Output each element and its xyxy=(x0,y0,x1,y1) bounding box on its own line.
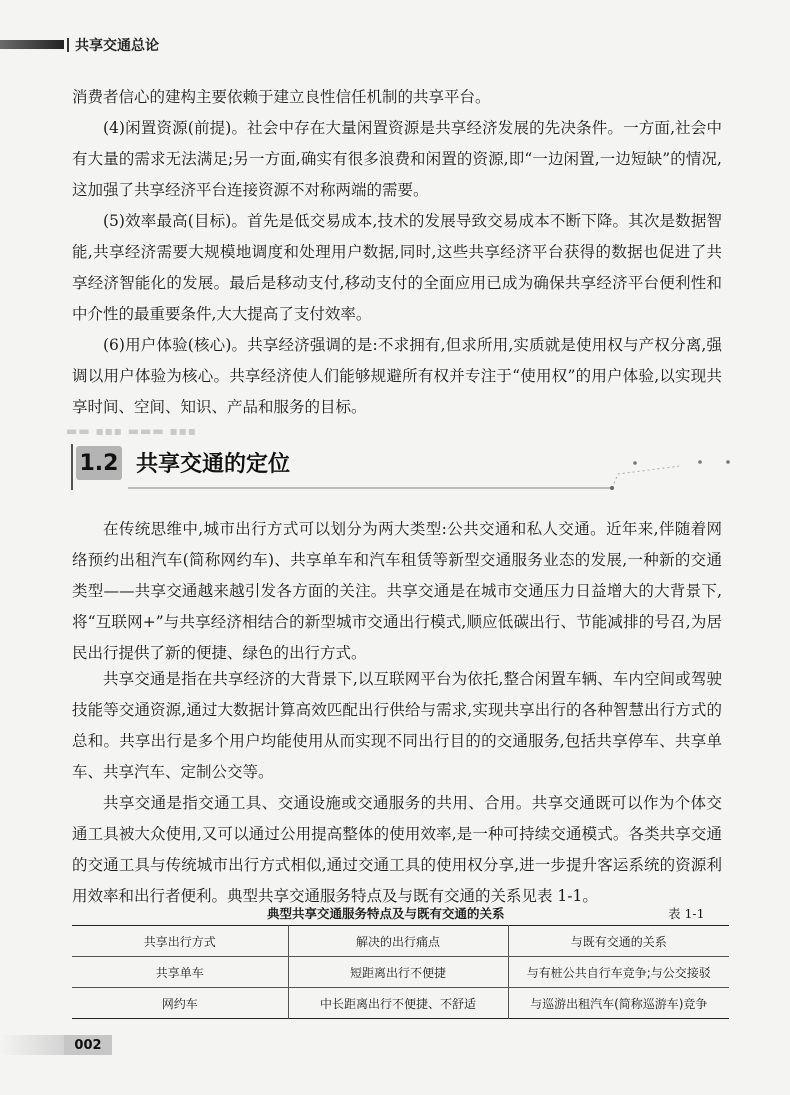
section-ghost-text: ▬▬ ▪▪▪ ▬▬▬ ▪▪▪ xyxy=(66,424,197,438)
paragraph-definition: 共享交通是指在共享经济的大背景下,以互联网平台为依托,整合闲置车辆、车内空间或驾驶技能等交通资源,通过大数据计算高效匹配出行供给与需求,实现共享出行的各种智慧出行方式的总和。共享出行是多个用户均能使用从而实现不同出行目的的交通服务,包括共享停车、共享单车、共享汽车、定制公交等。 xyxy=(72,670,722,781)
table-cell: 短距离出行不便捷 xyxy=(288,957,508,988)
table-title: 典型共享交通服务特点及与既有交通的关系 xyxy=(267,906,505,921)
header-separator xyxy=(67,38,69,52)
paragraph-shared-use: 共享交通是指交通工具、交通设施或交通服务的共用、合用。共享交通既可以作为个体交通工具被大众使用,又可以通过公用提高整体的使用效率,是一种可持续交通模式。各类共享交通的交通工具与传统城市出行方式相似,通过交通工具的使用权分享,进一步提升客运系统的资源利用效率和出行者便利。典型共享交通服务特点及与既有交通的关系见表 1-1。 xyxy=(72,794,722,905)
table-cell: 中长距离出行不便捷、不舒适 xyxy=(288,988,508,1019)
table-header-row xyxy=(72,926,729,957)
paragraph-user-experience: (6)用户体验(核心)。共享经济强调的是:不求拥有,但求所用,实质就是使用权与产权分离,强调以用户体验为核心。共享经济使人们能够规避所有权并专注于“使用权”的用户体验,以实现共享时间、空间、知识、产品和服务的目标。 xyxy=(72,336,722,416)
table-number: 表 1-1 xyxy=(668,906,705,921)
table-row xyxy=(72,957,729,988)
paragraph-continuation: 消费者信心的建构主要依赖于建立良性信任机制的共享平台。 xyxy=(72,88,491,106)
service-comparison-table xyxy=(72,925,729,1019)
paragraph-traditional-travel: 在传统思维中,城市出行方式可以划分为两大类型:公共交通和私人交通。近年来,伴随着网络预约出租汽车(简称网约车)、共享单车和汽车租赁等新型交通服务业态的发展,一种新的交通类型——共享交通越来越引发各方面的关注。共享交通是在城市交通压力日益增大的大背景下,将“互联网+”与共享经济相结合的新型城市交通出行模式,顺应低碳出行、节能减排的号召,为居民出行提供了新的便捷、绿色的出行方式。 xyxy=(72,520,722,662)
table-cell: 网约车 xyxy=(161,996,198,1011)
section-number-badge: 1.2 xyxy=(76,446,122,480)
table-header-cell: 共享出行方式 xyxy=(143,934,216,949)
page-number: 002 xyxy=(64,1035,112,1055)
header-decor-bar xyxy=(0,40,64,49)
table-cell: 共享单车 xyxy=(155,965,204,980)
paragraph-efficiency: (5)效率最高(目标)。首先是低交易成本,技术的发展导致交易成本不断下降。其次是数据智能,共享经济需要大规模地调度和处理用户数据,同时,这些共享经济平台获得的数据也促进了共享经济智能化的发展。最后是移动支付,移动支付的全面应用已成为确保共享经济平台便利性和中介性的最重要条件,大大提高了支付效率。 xyxy=(72,212,722,323)
table-row xyxy=(72,988,729,1019)
footer-decor-gradient xyxy=(0,1035,64,1055)
running-header-title: 共享交通总论 xyxy=(75,38,159,54)
table-header-cell: 解决的出行痛点 xyxy=(288,926,508,957)
table-header-cell: 与既有交通的关系 xyxy=(508,926,729,957)
section-title: 共享交通的定位 xyxy=(136,452,291,477)
paragraph-idle-resources: (4)闲置资源(前提)。社会中存在大量闲置资源是共享经济发展的先决条件。一方面,社会中有大量的需求无法满足;另一方面,确实有很多浪费和闲置的资源,即“一边闲置,一边短缺”的情况,这加强了共享经济平台连接资源不对称两端的需要。 xyxy=(72,119,722,199)
table-cell: 与巡游出租汽车(简称巡游车)竞争 xyxy=(508,988,729,1019)
table-cell: 与有桩公共自行车竞争;与公交接驳 xyxy=(508,957,729,988)
